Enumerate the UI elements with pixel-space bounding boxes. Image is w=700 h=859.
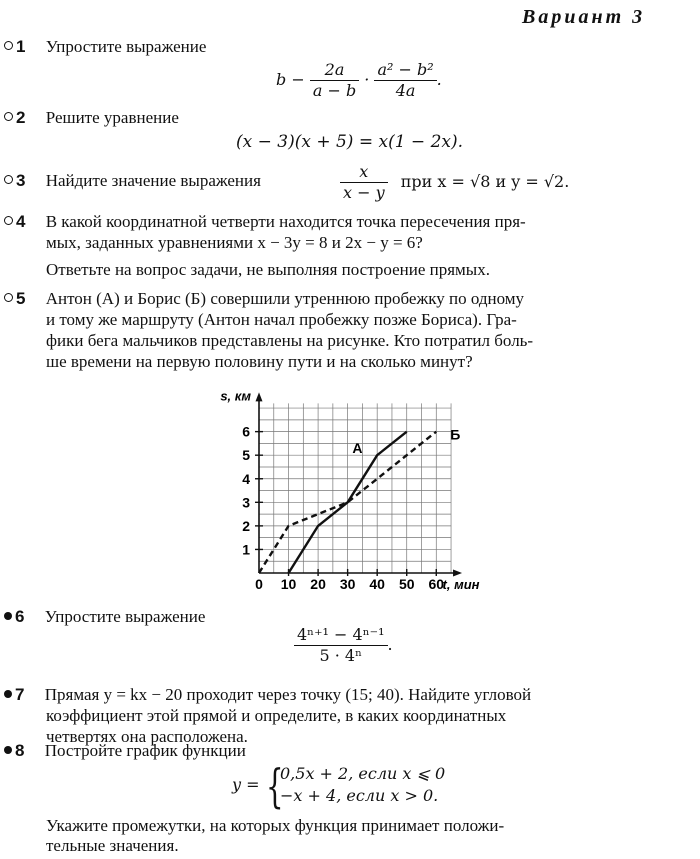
- formula-lead: b −: [276, 70, 305, 89]
- y-tick-label: 3: [242, 494, 250, 511]
- basic-level-marker-icon: [4, 216, 13, 225]
- task-text-line: Укажите промежутки, на которых функция принимает положи-: [46, 816, 505, 835]
- task-number: 1: [16, 37, 26, 56]
- basic-level-marker-icon: [4, 112, 13, 121]
- task-3: [4, 170, 261, 191]
- advanced-level-marker-icon: [4, 690, 12, 698]
- task-number: 2: [16, 108, 26, 127]
- task-text-line: В какой координатной четверти находится точка пересечения пря-: [45, 212, 526, 231]
- y-tick-label: 4: [242, 470, 250, 487]
- x-tick-label: 50: [398, 576, 415, 592]
- series-label: Б: [450, 426, 461, 443]
- x-axis-arrow-icon: [453, 570, 462, 577]
- condition: при x = √8 и y = √2.: [400, 172, 570, 191]
- y-axis-arrow-icon: [256, 392, 263, 401]
- fraction: [340, 162, 388, 203]
- numerator: 2a: [310, 60, 359, 81]
- y-tick-label: 2: [242, 517, 250, 534]
- numerator: 4ⁿ⁺¹ − 4ⁿ⁻¹: [294, 625, 388, 646]
- task-text-line: ше времени на первую половину пути и на сколько минут?: [46, 352, 473, 371]
- task-text: Найдите значение выражения: [45, 171, 261, 190]
- basic-level-marker-icon: [4, 175, 13, 184]
- y-tick-label: 6: [242, 423, 250, 440]
- task-1: [4, 36, 206, 57]
- fraction: [294, 625, 388, 666]
- denominator: 5 · 4ⁿ: [319, 646, 363, 665]
- x-tick-label: 60: [428, 576, 445, 592]
- task-number: 7: [15, 685, 25, 704]
- formula-tail: .: [387, 635, 393, 654]
- task-number: 4: [16, 212, 26, 231]
- task-text-line: Прямая y = kx − 20 проходит через точку (15; 40). Найдите угловой: [44, 685, 532, 704]
- task-6-formula: [294, 625, 393, 666]
- task-2: [4, 107, 179, 128]
- x-tick-label: 40: [369, 576, 385, 592]
- numerator: a² − b²: [374, 60, 436, 81]
- task-text-line: тельные значения.: [46, 836, 179, 855]
- task-5: [4, 288, 524, 309]
- x-tick-label: 30: [339, 576, 356, 592]
- task-text-line: коэффициент этой прямой и определите, в каких координатных: [46, 706, 507, 725]
- x-tick-label: 20: [310, 576, 326, 592]
- variant-title: Вариант 3: [522, 6, 646, 28]
- task-2-formula: (x − 3)(x + 5) = x(1 − 2x).: [236, 132, 464, 152]
- task-text: Решите уравнение: [45, 108, 179, 127]
- task-3-formula: [340, 162, 569, 203]
- fraction-2: [374, 60, 436, 101]
- task-text-line: Антон (А) и Борис (Б) совершили утреннюю пробежку по одному: [45, 289, 525, 308]
- denominator: 4a: [395, 81, 416, 100]
- numerator: x: [340, 162, 388, 183]
- x-axis-label: t, мин: [442, 577, 480, 592]
- task-text: Упростите выражение: [44, 607, 206, 626]
- y-tick-label: 1: [242, 541, 250, 558]
- case-1: 0,5x + 2, если x ⩽ 0: [280, 764, 446, 783]
- x-tick-label: 10: [280, 576, 297, 592]
- task-text: Упростите выражение: [45, 37, 207, 56]
- denominator: a − b: [312, 81, 357, 100]
- system-brace: {: [266, 759, 284, 813]
- task-text: Постройте график функции: [44, 741, 246, 760]
- run-chart: [205, 378, 480, 600]
- task-text-line: и тому же маршруту (Антон начал пробежку позже Бориса). Гра-: [46, 310, 517, 329]
- y-axis-label: s, км: [220, 388, 251, 404]
- task-4: [4, 211, 526, 232]
- formula-tail: .: [436, 70, 442, 89]
- basic-level-marker-icon: [4, 41, 13, 50]
- task-number: 3: [16, 171, 26, 190]
- x-tick-label: 0: [255, 576, 263, 592]
- task-text-line: четвертях она расположена.: [46, 727, 248, 746]
- task-number: 8: [15, 741, 25, 760]
- dot-operator: ·: [364, 70, 370, 89]
- task-number: 5: [16, 289, 26, 308]
- task-1-formula: [276, 60, 442, 101]
- task-8: [4, 740, 246, 761]
- series-label: А: [352, 439, 363, 456]
- case-2: −x + 4, если x > 0.: [280, 786, 439, 805]
- task-number: 6: [15, 607, 25, 626]
- chart-grid: [259, 403, 451, 573]
- task-6: [4, 606, 205, 627]
- advanced-level-marker-icon: [4, 746, 12, 754]
- basic-level-marker-icon: [4, 293, 13, 302]
- task-text-line: Ответьте на вопрос задачи, не выполняя построение прямых.: [46, 260, 490, 279]
- fraction-1: [310, 60, 359, 101]
- task-text-line: фики бега мальчиков представлены на рисунке. Кто потратил боль-: [46, 331, 534, 350]
- y-tick-label: 5: [242, 447, 250, 464]
- task-8-lhs: y =: [232, 775, 260, 794]
- advanced-level-marker-icon: [4, 612, 12, 620]
- task-text-line: мых, заданных уравнениями x − 3y = 8 и 2x − y = 6?: [46, 233, 423, 252]
- task-7: [4, 684, 531, 705]
- denominator: x − y: [343, 183, 385, 202]
